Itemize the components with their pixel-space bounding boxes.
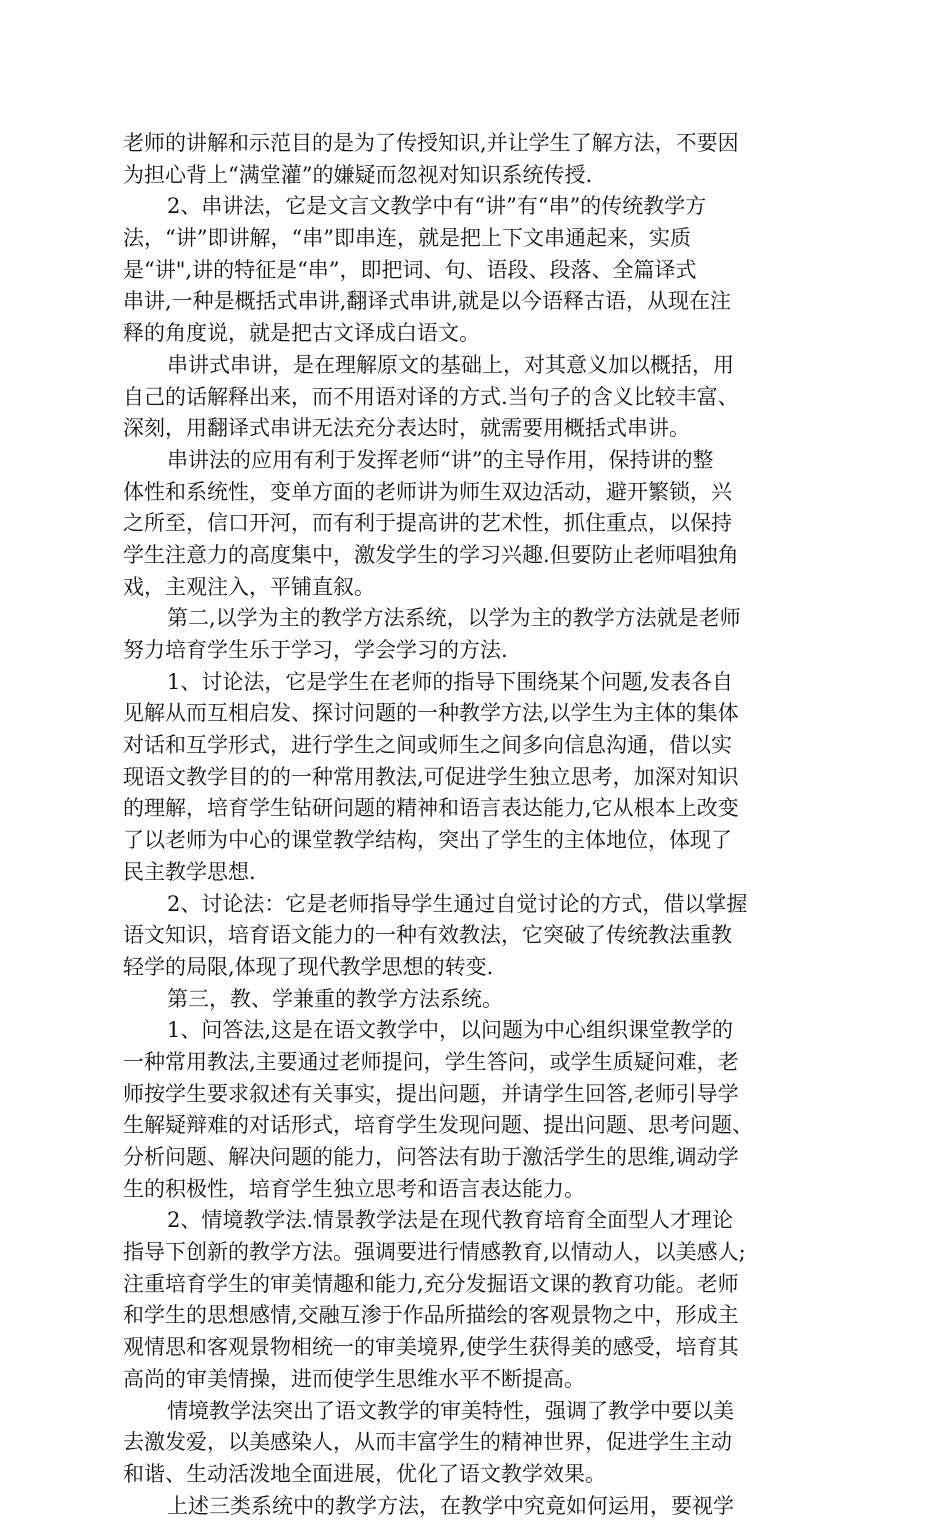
text-line: 的理解，培育学生钻研问题的精神和语言表达能力,它从根本上改变: [123, 796, 739, 821]
text-line: 1、问答法,这是在语文教学中，以问题为中心组织课堂教学的: [167, 1018, 734, 1043]
text-line: 观情思和客观景物相统一的审美境界,使学生获得美的感受，培育其: [123, 1335, 739, 1360]
text-line: 老师的讲解和示范目的是为了传授知识,并让学生了解方法，不要因: [123, 131, 739, 155]
text-line: 师按学生要求叙述有关事实，提出问题，并请学生回答,老师引导学: [123, 1081, 739, 1106]
text-line: 对话和互学形式，进行学生之间或师生之间多向信息沟通，借以实: [123, 733, 732, 758]
text-line: 2、情境教学法.情景教学法是在现代教育培育全面型人才理论: [167, 1208, 734, 1233]
text-line: 语文知识，培育语文能力的一种有效教法，它突破了传统教法重教: [123, 923, 732, 948]
text-line: 去激发爱，以美感染人，从而丰富学生的精神世界，促进学生主动: [123, 1430, 732, 1455]
text-line: 和学生的思想感情,交融互渗于作品所描绘的客观景物之中，形成主: [123, 1303, 739, 1328]
text-line: 2、串讲法，它是文言文教学中有“讲”有“串”的传统教学方: [167, 194, 707, 219]
text-line: 生解疑辩难的对话形式，培育学生发现问题、提出问题、思考问题、: [123, 1113, 753, 1138]
text-line: 第二,以学为主的教学方法系统，以学为主的教学方法就是老师: [167, 606, 741, 631]
body-text: [123, 128, 823, 1522]
text-line: 为担心背上“满堂灌”的嫌疑而忽视对知识系统传授.: [123, 162, 593, 187]
text-line: 和谐、生动活泼地全面进展，优化了语文教学效果。: [123, 1461, 606, 1486]
text-line: 高尚的审美情操，进而使学生思维水平不断提高。: [123, 1366, 585, 1391]
text-line: 2、讨论法：它是老师指导学生通过自觉讨论的方式，借以掌握: [167, 891, 748, 916]
text-line: 体性和系统性，变单方面的老师讲为师生双边活动，避开繁锁，兴: [123, 479, 732, 504]
text-line: 生的积极性，培育学生独立思考和语言表达能力。: [123, 1176, 585, 1201]
text-line: 戏，主观注入，平铺直叙。: [123, 574, 375, 599]
text-line: 自己的话解释出来，而不用语对译的方式.当句子的含义比较丰富、: [123, 384, 739, 409]
text-line: 现语文教学目的的一种常用教法,可促进学生独立思考，加深对知识: [123, 764, 739, 789]
text-line: 串讲,一种是概括式串讲,翻译式串讲,就是以今语释古语，从现在注: [123, 289, 732, 314]
text-line: 情境教学法突出了语文教学的审美特性，强调了教学中要以美: [167, 1398, 734, 1423]
text-line: 上述三类系统中的教学方法，在教学中究竟如何运用，要视学: [167, 1493, 734, 1518]
text-line: 串讲法的应用有利于发挥老师“讲”的主导作用，保持讲的整: [167, 447, 714, 472]
text-line: 第三，教、学兼重的教学方法系统。: [167, 986, 503, 1011]
text-line: 见解从而互相启发、探讨问题的一种教学方法,以学生为主体的集体: [123, 701, 739, 726]
text-line: 释的角度说，就是把古文译成白语文。: [123, 321, 480, 346]
text-line: 努力培育学生乐于学习，学会学习的方法.: [123, 638, 508, 662]
text-line: 是“讲",讲的特征是“串”，即把词、句、语段、段落、全篇译式: [123, 257, 697, 282]
text-line: 轻学的局限,体现了现代教学思想的转变.: [123, 954, 494, 979]
text-line: 深刻，用翻译式串讲无法充分表达时，就需要用概括式串讲。: [123, 416, 690, 441]
text-line: 1、讨论法，它是学生在老师的指导下围绕某个问题,发表各自: [167, 669, 734, 694]
text-line: 指导下创新的教学方法。强调要进行情感教育,以情动人，以美感人;: [123, 1240, 746, 1265]
text-line: 法，“讲”即讲解，“串”即串连，就是把上下文串通起来，实质: [123, 226, 691, 251]
text-line: 注重培育学生的审美情趣和能力,充分发掘语文课的教育功能。老师: [123, 1271, 739, 1296]
text-line: 学生注意力的高度集中，激发学生的学习兴趣.但要防止老师唱独角: [123, 542, 739, 567]
text-line: 串讲式串讲，是在理解原文的基础上，对其意义加以概括，用: [167, 352, 734, 377]
text-line: 之所至，信口开河，而有利于提高讲的艺术性，抓住重点，以保持: [123, 511, 732, 536]
text-line: 分析问题、解决问题的能力，问答法有助于激活学生的思维,调动学: [123, 1145, 739, 1169]
text-line: 一种常用教法,主要通过老师提问，学生答问，或学生质疑问难，老: [123, 1049, 739, 1074]
text-line: 了以老师为中心的课堂教学结构，突出了学生的主体地位，体现了: [123, 828, 732, 853]
text-line: 民主教学思想.: [123, 859, 256, 884]
